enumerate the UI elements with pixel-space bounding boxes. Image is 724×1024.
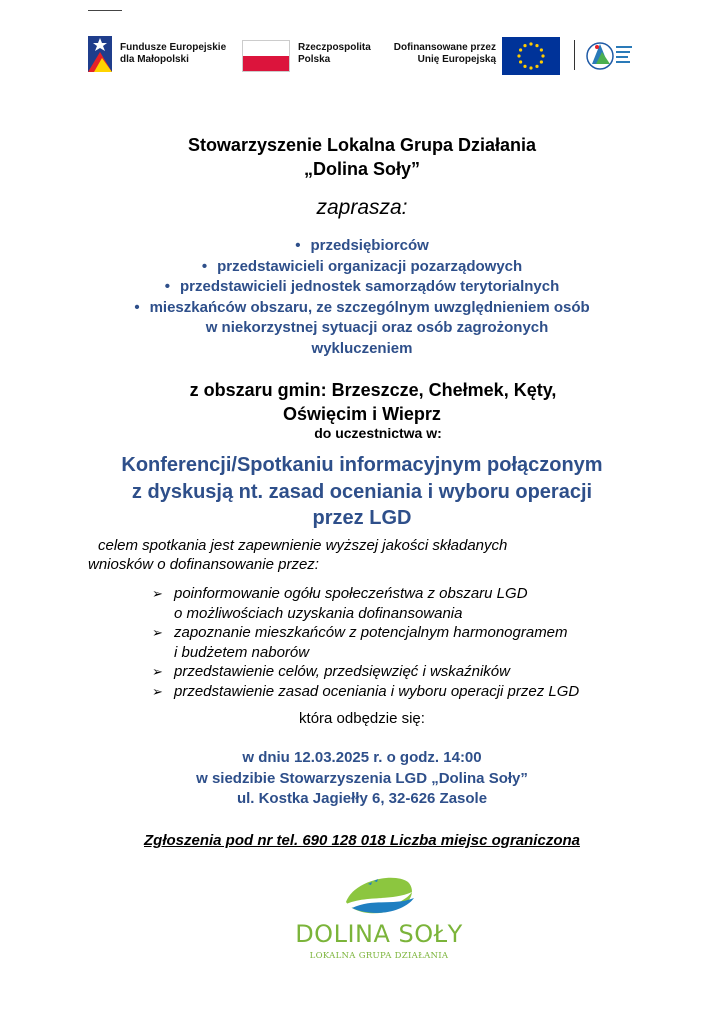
arrow-bullet-icon: ➢ [152, 683, 163, 699]
list-item: • mieszkańców obszaru, ze szczególnym uwzględnieniem osób [134, 298, 590, 316]
eu-star-icon [541, 54, 544, 57]
eu-star-icon [519, 48, 522, 51]
list-item: ➢ przedstawienie celów, przedsięwzięć i wskaźników [152, 663, 510, 680]
goal-text: celem spotkania jest zapewnienie wyższej jakości składanych wniosków o dofinansowanie przez: [88, 537, 508, 573]
top-rule [88, 10, 122, 11]
eu-flag-icon [502, 37, 560, 75]
dolina-sola-emblem-icon [294, 872, 464, 922]
list-item-continuation: w niekorzystnej sytuacji oraz osób zagrożonych [205, 319, 549, 336]
audience-list [0, 236, 724, 359]
fe-logo-text: Fundusze Europejskie dla Małopolski [120, 42, 227, 65]
eu-star-icon [529, 42, 532, 45]
eu-star-icon [519, 60, 522, 63]
event-date: w dniu 12.03.2025 r. o godz. 14:00 [242, 749, 482, 766]
list-item: • przedstawicieli jednostek samorządów terytorialnych [164, 278, 560, 295]
participation-label: do uczestnictwa w: [314, 425, 442, 441]
event-venue: w siedzibie Stowarzyszenia LGD „Dolina Soły” [196, 769, 528, 787]
fe-logo-icon [86, 32, 114, 76]
rp-logo-text: Rzeczpospolita Polska [298, 42, 371, 65]
eu-star-icon [535, 44, 538, 47]
list-item: • przedstawicieli organizacji pozarządowych [201, 257, 523, 275]
list-item: ➢ przedstawienie zasad oceniania i wyboru operacji przez LGD [152, 682, 580, 700]
goal-list [152, 584, 672, 701]
arrow-bullet-icon: ➢ [152, 586, 163, 601]
invite-heading: zaprasza: [316, 196, 408, 219]
arrow-bullet-icon: ➢ [152, 664, 163, 679]
eu-star-icon [535, 65, 538, 68]
arrow-bullet-icon: ➢ [152, 625, 163, 640]
logo-separator [574, 40, 575, 70]
eu-star-icon [517, 54, 520, 57]
event-address: ul. Kostka Jagiełły 6, 32-626 Zasole [236, 790, 488, 807]
eu-cofinanced-text: Dofinansowane przez Unię Europejską [393, 42, 496, 65]
list-item: ➢ poinformowanie ogółu społeczeństwa z obszaru LGD o możliwościach uzyskania dofinansowania [152, 585, 528, 622]
eu-star-icon [540, 60, 543, 63]
eu-star-icon [523, 65, 526, 68]
list-item-continuation: wykluczeniem [311, 339, 413, 357]
list-item: • przedsiębiorców [295, 237, 429, 254]
registration-info: Zgłoszenia pod nr tel. 690 128 018 Liczba miejsc ograniczona [144, 832, 580, 849]
eu-star-icon [523, 44, 526, 47]
event-details [0, 748, 724, 810]
eu-star-icon [540, 48, 543, 51]
prow-logo-icon [586, 36, 636, 76]
eu-star-icon [529, 66, 532, 69]
conference-title: Konferencji/Spotkaniu informacyjnym połączonym z dyskusją nt. zasad oceniania i wyboru operacji przez LGD [121, 454, 603, 529]
dolina-sola-logo: DOLINA SOŁY LOKALNA GRUPA DZIAŁANIA [294, 872, 464, 968]
list-item: ➢ zapoznanie mieszkańców z potencjalnym harmonogramem i budżetem naborów [152, 624, 568, 661]
poland-flag-icon [242, 40, 290, 72]
logo-bar [86, 30, 642, 78]
area-municipalities: z obszaru gmin: Brzeszcze, Chełmek, Kęty, Oświęcim i Wieprz [189, 380, 557, 424]
event-intro: która odbędzie się: [299, 710, 425, 727]
organizer-name: Stowarzyszenie Lokalna Grupa Działania „Dolina Soły” [187, 135, 537, 179]
